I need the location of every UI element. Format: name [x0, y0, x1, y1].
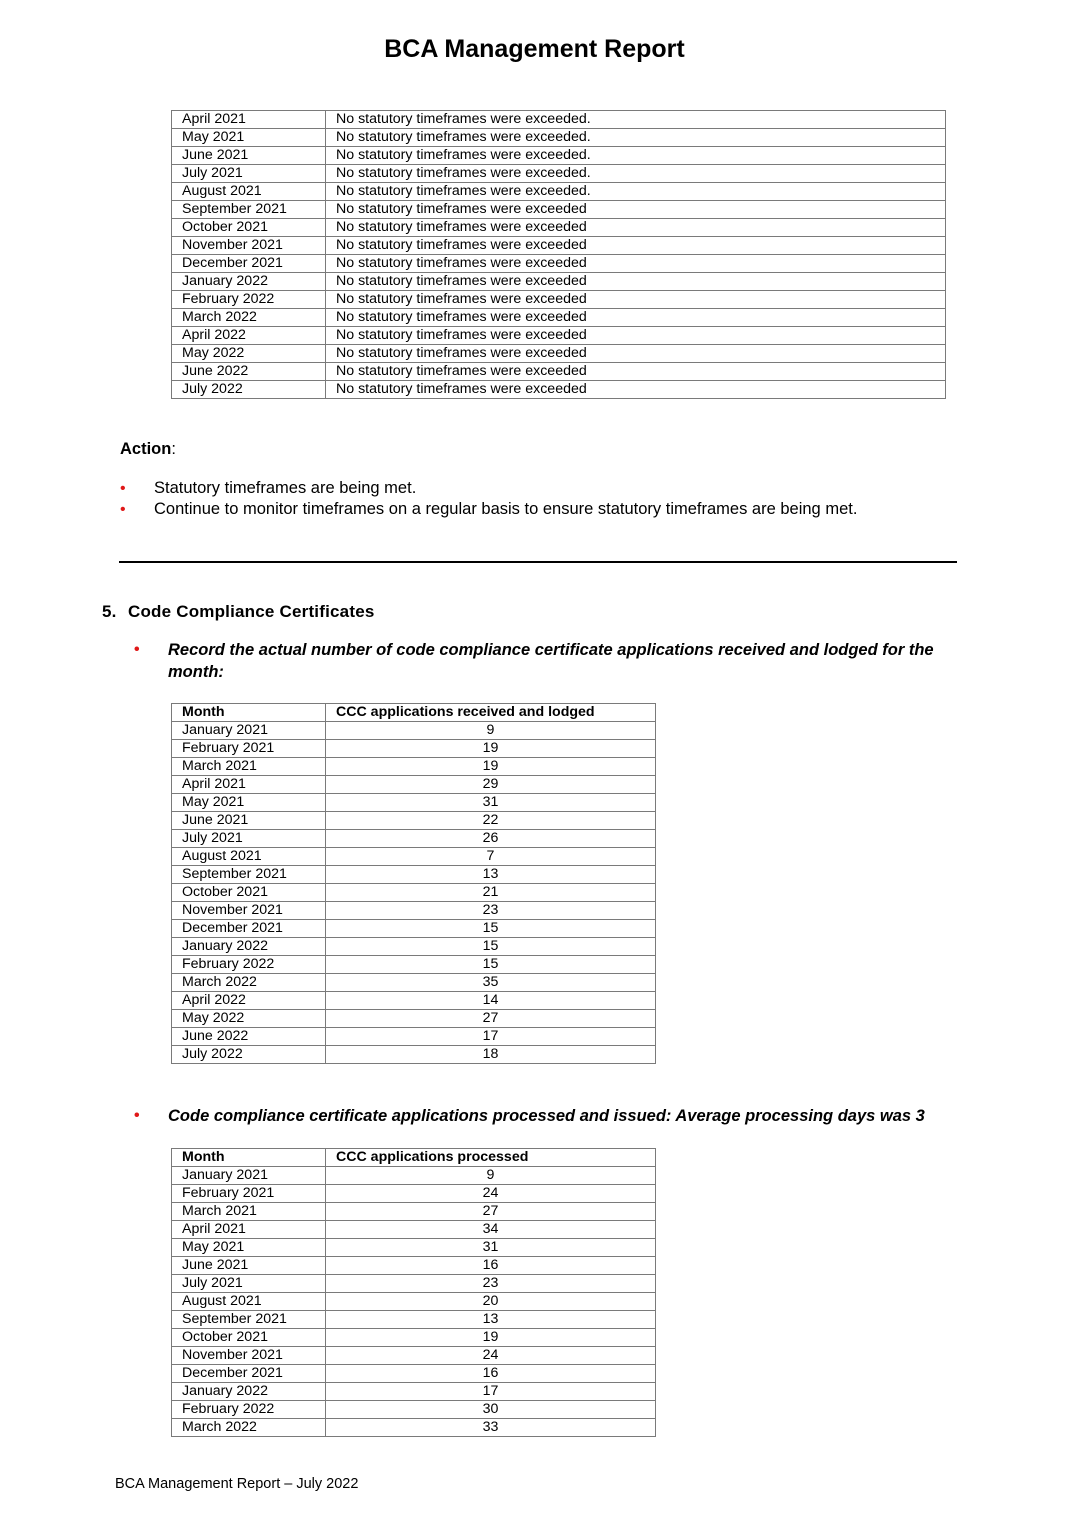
table-cell-month: February 2021 — [172, 1185, 326, 1203]
table-cell-month: July 2021 — [172, 1275, 326, 1293]
table-cell-month: November 2021 — [172, 1347, 326, 1365]
table-cell-month: June 2022 — [172, 363, 326, 381]
table-row — [172, 1293, 656, 1311]
ccc-processed-table — [171, 1148, 656, 1437]
table-cell-value: 24 — [326, 1185, 656, 1203]
table-cell-status: No statutory timeframes were exceeded — [326, 273, 946, 291]
table-cell-value: 22 — [326, 812, 656, 830]
column-header: Month — [172, 1149, 326, 1167]
table-cell-value: 31 — [326, 1239, 656, 1257]
table-cell-month: October 2021 — [172, 219, 326, 237]
column-header: CCC applications processed — [326, 1149, 656, 1167]
table-cell-month: January 2021 — [172, 1167, 326, 1185]
table-row — [172, 992, 656, 1010]
table-cell-value: 35 — [326, 974, 656, 992]
table-cell-status: No statutory timeframes were exceeded — [326, 201, 946, 219]
table-cell-month: February 2021 — [172, 740, 326, 758]
table-cell-month: June 2022 — [172, 1028, 326, 1046]
table-row — [172, 794, 656, 812]
table-row — [172, 1347, 656, 1365]
table-cell-month: October 2021 — [172, 884, 326, 902]
table-cell-month: March 2021 — [172, 758, 326, 776]
table-cell-value: 27 — [326, 1010, 656, 1028]
table-row — [172, 273, 946, 291]
table-cell-month: October 2021 — [172, 1329, 326, 1347]
table-cell-value: 9 — [326, 1167, 656, 1185]
table-cell-status: No statutory timeframes were exceeded — [326, 327, 946, 345]
table-cell-month: March 2022 — [172, 1419, 326, 1437]
table-cell-value: 23 — [326, 902, 656, 920]
timeframes-table — [171, 110, 946, 399]
table-cell-month: July 2022 — [172, 1046, 326, 1064]
table-row — [172, 884, 656, 902]
table-cell-value: 20 — [326, 1293, 656, 1311]
table-cell-value: 13 — [326, 1311, 656, 1329]
table-row — [172, 1010, 656, 1028]
table-row — [172, 740, 656, 758]
table-cell-month: March 2021 — [172, 1203, 326, 1221]
table-row — [172, 165, 946, 183]
table-cell-value: 21 — [326, 884, 656, 902]
table-row — [172, 327, 946, 345]
table-row — [172, 1221, 656, 1239]
list-item: • Statutory timeframes are being met. — [120, 479, 417, 497]
table-cell-value: 26 — [326, 830, 656, 848]
bullet-icon: • — [134, 641, 140, 658]
section-heading: 5. Code Compliance Certificates — [102, 602, 375, 621]
table-cell-status: No statutory timeframes were exceeded — [326, 381, 946, 399]
table-cell-month: May 2021 — [172, 129, 326, 147]
table-row — [172, 111, 946, 129]
column-header: CCC applications received and lodged — [326, 704, 656, 722]
table-cell-value: 13 — [326, 866, 656, 884]
table-cell-month: May 2022 — [172, 345, 326, 363]
table-row — [172, 237, 946, 255]
table-cell-value: 27 — [326, 1203, 656, 1221]
table-row — [172, 129, 946, 147]
table-row — [172, 147, 946, 165]
table-cell-month: September 2021 — [172, 866, 326, 884]
table-row — [172, 1329, 656, 1347]
table-cell-value: 17 — [326, 1383, 656, 1401]
table-cell-value: 19 — [326, 758, 656, 776]
table-row — [172, 1401, 656, 1419]
table-cell-value: 19 — [326, 740, 656, 758]
table-cell-status: No statutory timeframes were exceeded — [326, 345, 946, 363]
table-row — [172, 1203, 656, 1221]
table-cell-month: April 2021 — [172, 1221, 326, 1239]
table-cell-month: July 2021 — [172, 830, 326, 848]
ccc-processed-table-body — [172, 1167, 656, 1437]
table-cell-status: No statutory timeframes were exceeded. — [326, 129, 946, 147]
table-cell-status: No statutory timeframes were exceeded — [326, 255, 946, 273]
table-cell-status: No statutory timeframes were exceeded — [326, 309, 946, 327]
table-row — [172, 956, 656, 974]
subsection-bullet — [134, 639, 954, 683]
table-header-row — [172, 1149, 656, 1167]
table-row — [172, 938, 656, 956]
ccc-lodged-table-body — [172, 722, 656, 1064]
table-cell-value: 9 — [326, 722, 656, 740]
table-cell-month: February 2022 — [172, 291, 326, 309]
table-cell-status: No statutory timeframes were exceeded. — [326, 147, 946, 165]
table-cell-month: July 2022 — [172, 381, 326, 399]
table-cell-status: No statutory timeframes were exceeded. — [326, 165, 946, 183]
table-cell-month: September 2021 — [172, 1311, 326, 1329]
table-cell-value: 33 — [326, 1419, 656, 1437]
table-row — [172, 1311, 656, 1329]
table-row — [172, 381, 946, 399]
table-row — [172, 974, 656, 992]
ccc-lodged-table — [171, 703, 656, 1064]
table-cell-month: September 2021 — [172, 201, 326, 219]
table-cell-month: August 2021 — [172, 848, 326, 866]
table-cell-month: January 2022 — [172, 938, 326, 956]
table-cell-month: July 2021 — [172, 165, 326, 183]
table-cell-value: 15 — [326, 938, 656, 956]
table-row — [172, 309, 946, 327]
bullet-icon: • — [134, 1107, 140, 1124]
table-cell-month: December 2021 — [172, 255, 326, 273]
table-cell-month: January 2022 — [172, 273, 326, 291]
table-cell-month: February 2022 — [172, 956, 326, 974]
table-row — [172, 920, 656, 938]
table-row — [172, 183, 946, 201]
table-row — [172, 1275, 656, 1293]
table-cell-value: 34 — [326, 1221, 656, 1239]
table-row — [172, 1046, 656, 1064]
table-row — [172, 1239, 656, 1257]
table-cell-value: 14 — [326, 992, 656, 1010]
table-cell-value: 23 — [326, 1275, 656, 1293]
table-row — [172, 902, 656, 920]
table-cell-month: May 2021 — [172, 1239, 326, 1257]
table-row — [172, 1257, 656, 1275]
table-cell-month: November 2021 — [172, 902, 326, 920]
table-cell-value: 17 — [326, 1028, 656, 1046]
bullet-icon: • — [120, 501, 126, 518]
table-cell-month: August 2021 — [172, 183, 326, 201]
table-cell-value: 31 — [326, 794, 656, 812]
table-row — [172, 201, 946, 219]
table-cell-value: 15 — [326, 920, 656, 938]
subsection-bullet — [134, 1105, 954, 1127]
table-row — [172, 812, 656, 830]
table-cell-status: No statutory timeframes were exceeded. — [326, 111, 946, 129]
table-cell-value: 18 — [326, 1046, 656, 1064]
table-cell-status: No statutory timeframes were exceeded. — [326, 183, 946, 201]
table-row — [172, 758, 656, 776]
table-row — [172, 291, 946, 309]
table-cell-value: 16 — [326, 1257, 656, 1275]
table-cell-value: 15 — [326, 956, 656, 974]
timeframes-table-body — [172, 111, 946, 399]
table-row — [172, 722, 656, 740]
table-row — [172, 363, 946, 381]
table-cell-status: No statutory timeframes were exceeded — [326, 219, 946, 237]
action-heading: Action: — [120, 440, 176, 458]
table-row — [172, 830, 656, 848]
table-cell-value: 7 — [326, 848, 656, 866]
table-row — [172, 255, 946, 273]
table-cell-month: May 2022 — [172, 1010, 326, 1028]
action-list — [120, 478, 857, 520]
subsection-text: Record the actual number of code compliance certificate applications received and lodged for the month: — [168, 641, 934, 681]
table-cell-status: No statutory timeframes were exceeded — [326, 363, 946, 381]
table-cell-value: 30 — [326, 1401, 656, 1419]
table-row — [172, 776, 656, 794]
table-row — [172, 1419, 656, 1437]
section-divider — [119, 561, 957, 563]
table-cell-month: November 2021 — [172, 237, 326, 255]
table-header-row — [172, 704, 656, 722]
column-header: Month — [172, 704, 326, 722]
table-cell-month: December 2021 — [172, 1365, 326, 1383]
table-cell-month: February 2022 — [172, 1401, 326, 1419]
table-row — [172, 1028, 656, 1046]
table-row — [172, 848, 656, 866]
table-row — [172, 1383, 656, 1401]
table-cell-month: December 2021 — [172, 920, 326, 938]
table-row — [172, 219, 946, 237]
table-cell-month: April 2022 — [172, 992, 326, 1010]
table-cell-month: April 2022 — [172, 327, 326, 345]
table-cell-month: March 2022 — [172, 974, 326, 992]
table-cell-month: June 2021 — [172, 812, 326, 830]
table-cell-month: August 2021 — [172, 1293, 326, 1311]
table-row — [172, 1365, 656, 1383]
subsection-text: Code compliance certificate applications processed and issued: Average processing days was 3 — [168, 1107, 925, 1125]
table-cell-month: May 2021 — [172, 794, 326, 812]
table-row — [172, 1185, 656, 1203]
table-cell-month: January 2021 — [172, 722, 326, 740]
table-cell-value: 24 — [326, 1347, 656, 1365]
table-cell-month: June 2021 — [172, 147, 326, 165]
bullet-icon: • — [120, 480, 126, 497]
table-cell-month: June 2021 — [172, 1257, 326, 1275]
table-row — [172, 1167, 656, 1185]
table-cell-month: April 2021 — [172, 111, 326, 129]
table-row — [172, 866, 656, 884]
table-cell-value: 16 — [326, 1365, 656, 1383]
table-cell-status: No statutory timeframes were exceeded — [326, 237, 946, 255]
table-row — [172, 345, 946, 363]
page-title: BCA Management Report — [384, 35, 685, 63]
table-cell-month: January 2022 — [172, 1383, 326, 1401]
table-cell-month: March 2022 — [172, 309, 326, 327]
list-item: • Continue to monitor timeframes on a regular basis to ensure statutory timeframes are being met. — [120, 500, 858, 518]
table-cell-value: 19 — [326, 1329, 656, 1347]
table-cell-status: No statutory timeframes were exceeded — [326, 291, 946, 309]
table-cell-month: April 2021 — [172, 776, 326, 794]
page-footer: BCA Management Report – July 2022 — [115, 1476, 359, 1492]
table-cell-value: 29 — [326, 776, 656, 794]
